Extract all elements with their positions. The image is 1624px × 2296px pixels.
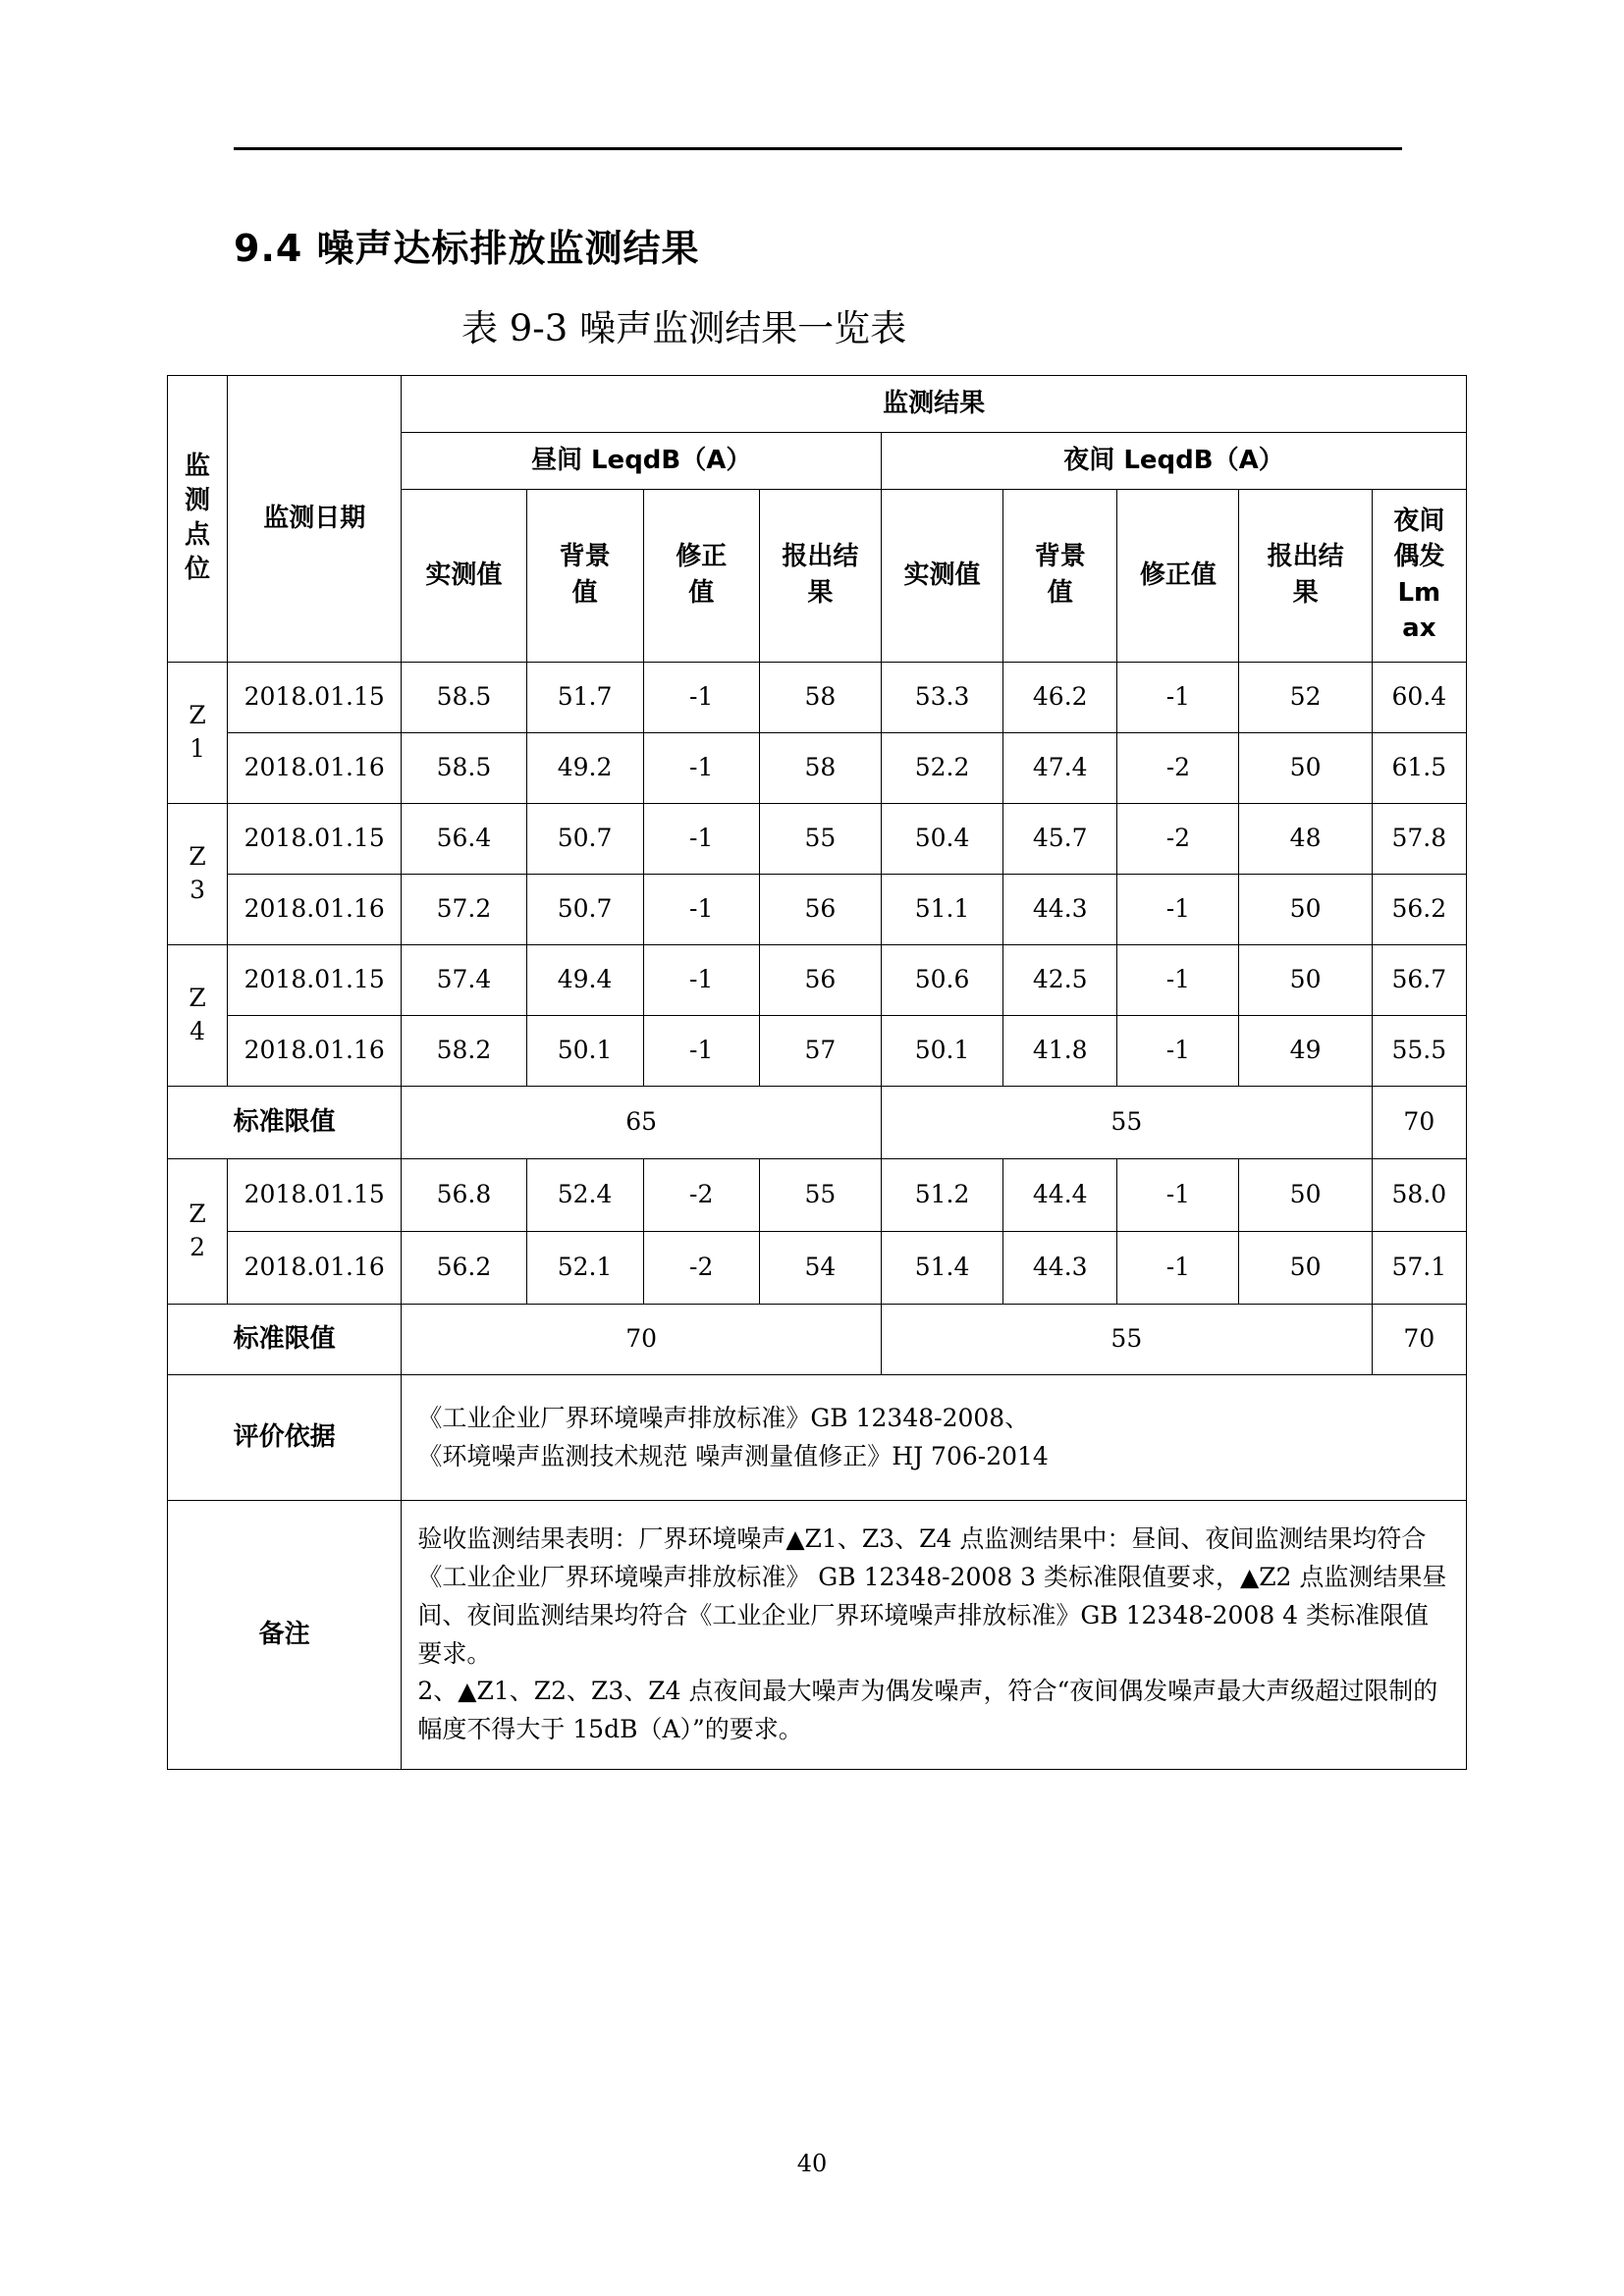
value-cell: 50.1 xyxy=(881,1016,1002,1087)
value-cell: -1 xyxy=(643,663,759,733)
basis-label: 评价依据 xyxy=(168,1375,402,1501)
value-cell: 52 xyxy=(1239,663,1372,733)
value-cell: 54 xyxy=(759,1232,881,1305)
header-day-measured: 实测值 xyxy=(402,490,526,663)
value-cell: 46.2 xyxy=(1003,663,1117,733)
value-cell: -2 xyxy=(643,1232,759,1305)
table-row xyxy=(168,1232,1467,1305)
limit-label: 标准限值 xyxy=(168,1087,402,1159)
value-cell: 50 xyxy=(1239,1159,1372,1232)
date-cell: 2018.01.16 xyxy=(228,733,402,804)
value-cell: 57.4 xyxy=(402,945,526,1016)
point-cell: Z1 xyxy=(168,663,228,804)
value-cell: 58.5 xyxy=(402,733,526,804)
value-cell: 41.8 xyxy=(1003,1016,1117,1087)
value-cell: 49 xyxy=(1239,1016,1372,1087)
value-cell: 50.1 xyxy=(526,1016,643,1087)
value-cell: 50 xyxy=(1239,1232,1372,1305)
value-cell: -1 xyxy=(643,945,759,1016)
value-cell: 50.7 xyxy=(526,804,643,875)
table-row xyxy=(168,663,1467,733)
limit-lmax: 70 xyxy=(1372,1305,1466,1375)
value-cell: 58.5 xyxy=(402,663,526,733)
table-row xyxy=(168,1016,1467,1087)
point-cell: Z4 xyxy=(168,945,228,1087)
value-cell: -1 xyxy=(1117,1159,1239,1232)
value-cell: 49.2 xyxy=(526,733,643,804)
value-cell: -1 xyxy=(1117,663,1239,733)
value-cell: -1 xyxy=(1117,875,1239,945)
header-night-group: 夜间 LeqdB（A） xyxy=(881,433,1466,490)
value-cell: 52.2 xyxy=(881,733,1002,804)
value-cell: 44.3 xyxy=(1003,1232,1117,1305)
value-cell: 56.7 xyxy=(1372,945,1466,1016)
header-night-measured: 实测值 xyxy=(881,490,1002,663)
value-cell: 53.3 xyxy=(881,663,1002,733)
limit-label: 标准限值 xyxy=(168,1305,402,1375)
table-row xyxy=(168,733,1467,804)
value-cell: 52.1 xyxy=(526,1232,643,1305)
date-cell: 2018.01.15 xyxy=(228,1159,402,1232)
value-cell: -1 xyxy=(643,733,759,804)
table-row xyxy=(168,875,1467,945)
header-day-correction: 修正值 xyxy=(643,490,759,663)
basis-text xyxy=(402,1375,1467,1501)
noise-results-table xyxy=(167,375,1467,1770)
value-cell: 56.2 xyxy=(402,1232,526,1305)
limit-row xyxy=(168,1087,1467,1159)
value-cell: 48 xyxy=(1239,804,1372,875)
header-result: 监测结果 xyxy=(402,376,1467,433)
point-cell: Z3 xyxy=(168,804,228,945)
header-night-correction: 修正值 xyxy=(1117,490,1239,663)
value-cell: 55 xyxy=(759,804,881,875)
value-cell: 50 xyxy=(1239,875,1372,945)
value-cell: -1 xyxy=(1117,1232,1239,1305)
value-cell: -2 xyxy=(1117,804,1239,875)
table-row xyxy=(168,945,1467,1016)
remark-paragraph: 验收监测结果表明：厂界环境噪声▲Z1、Z3、Z4 点监测结果中：昼间、夜间监测结果均符合《工业企业厂界环境噪声排放标准》 GB 12348-2008 3 类标准限值要求，▲Z2 点监测结果昼间、夜间监测结果均符合《工业企业厂界环境噪声排放标准》GB 12348-2008 4 类标准限值要求。 xyxy=(417,1524,1447,1668)
value-cell: -1 xyxy=(1117,1016,1239,1087)
value-cell: 50.4 xyxy=(881,804,1002,875)
value-cell: 50 xyxy=(1239,733,1372,804)
value-cell: 50.7 xyxy=(526,875,643,945)
value-cell: -1 xyxy=(643,804,759,875)
value-cell: 51.1 xyxy=(881,875,1002,945)
value-cell: 44.3 xyxy=(1003,875,1117,945)
date-cell: 2018.01.16 xyxy=(228,875,402,945)
value-cell: 57.2 xyxy=(402,875,526,945)
value-cell: 56 xyxy=(759,875,881,945)
remark-row xyxy=(168,1501,1467,1770)
limit-row xyxy=(168,1305,1467,1375)
header-rule xyxy=(234,147,1402,150)
value-cell: 47.4 xyxy=(1003,733,1117,804)
value-cell: -2 xyxy=(1117,733,1239,804)
basis-row xyxy=(168,1375,1467,1501)
value-cell: 60.4 xyxy=(1372,663,1466,733)
header-night-result: 报出结果 xyxy=(1239,490,1372,663)
date-cell: 2018.01.15 xyxy=(228,945,402,1016)
value-cell: 50.6 xyxy=(881,945,1002,1016)
header-day-result: 报出结果 xyxy=(759,490,881,663)
value-cell: 42.5 xyxy=(1003,945,1117,1016)
limit-day: 65 xyxy=(402,1087,882,1159)
header-night-background: 背景值 xyxy=(1003,490,1117,663)
header-day-group: 昼间 LeqdB（A） xyxy=(402,433,882,490)
limit-night: 55 xyxy=(881,1305,1372,1375)
remark-label: 备注 xyxy=(168,1501,402,1770)
value-cell: 58 xyxy=(759,663,881,733)
value-cell: -1 xyxy=(643,1016,759,1087)
value-cell: -1 xyxy=(1117,945,1239,1016)
remark-paragraph: 2、▲Z1、Z2、Z3、Z4 点夜间最大噪声为偶发噪声，符合“夜间偶发噪声最大声级超过限制的幅度不得大于 15dB（A）”的要求。 xyxy=(417,1677,1438,1743)
value-cell: 57.1 xyxy=(1372,1232,1466,1305)
value-cell: 51.4 xyxy=(881,1232,1002,1305)
date-cell: 2018.01.15 xyxy=(228,663,402,733)
table-caption: 表 9-3 噪声监测结果一览表 xyxy=(461,307,907,349)
limit-day: 70 xyxy=(402,1305,882,1375)
value-cell: 52.4 xyxy=(526,1159,643,1232)
value-cell: 58 xyxy=(759,733,881,804)
value-cell: 55.5 xyxy=(1372,1016,1466,1087)
value-cell: 61.5 xyxy=(1372,733,1466,804)
limit-night: 55 xyxy=(881,1087,1372,1159)
value-cell: 51.7 xyxy=(526,663,643,733)
value-cell: 57 xyxy=(759,1016,881,1087)
value-cell: 58.2 xyxy=(402,1016,526,1087)
basis-line: 《环境噪声监测技术规范 噪声测量值修正》HJ 706-2014 xyxy=(417,1441,1049,1470)
value-cell: 51.2 xyxy=(881,1159,1002,1232)
date-cell: 2018.01.16 xyxy=(228,1016,402,1087)
table-row xyxy=(168,1159,1467,1232)
value-cell: -2 xyxy=(643,1159,759,1232)
value-cell: 56.8 xyxy=(402,1159,526,1232)
value-cell: 56 xyxy=(759,945,881,1016)
value-cell: 55 xyxy=(759,1159,881,1232)
value-cell: 57.8 xyxy=(1372,804,1466,875)
date-cell: 2018.01.15 xyxy=(228,804,402,875)
value-cell: 44.4 xyxy=(1003,1159,1117,1232)
value-cell: 58.0 xyxy=(1372,1159,1466,1232)
basis-line: 《工业企业厂界环境噪声排放标准》GB 12348-2008、 xyxy=(417,1403,1030,1432)
table-row xyxy=(168,804,1467,875)
value-cell: 56.4 xyxy=(402,804,526,875)
header-point: 监测点位 xyxy=(168,376,228,663)
remark-text xyxy=(402,1501,1467,1770)
header-date: 监测日期 xyxy=(228,376,402,663)
page-number: 40 xyxy=(796,2150,828,2177)
header-night-lmax: 夜间偶发Lmax xyxy=(1372,490,1466,663)
value-cell: 45.7 xyxy=(1003,804,1117,875)
header-day-background: 背景值 xyxy=(526,490,643,663)
point-cell: Z2 xyxy=(168,1159,228,1305)
date-cell: 2018.01.16 xyxy=(228,1232,402,1305)
value-cell: -1 xyxy=(643,875,759,945)
limit-lmax: 70 xyxy=(1372,1087,1466,1159)
section-title: 9.4 噪声达标排放监测结果 xyxy=(234,227,700,270)
value-cell: 50 xyxy=(1239,945,1372,1016)
value-cell: 56.2 xyxy=(1372,875,1466,945)
value-cell: 49.4 xyxy=(526,945,643,1016)
